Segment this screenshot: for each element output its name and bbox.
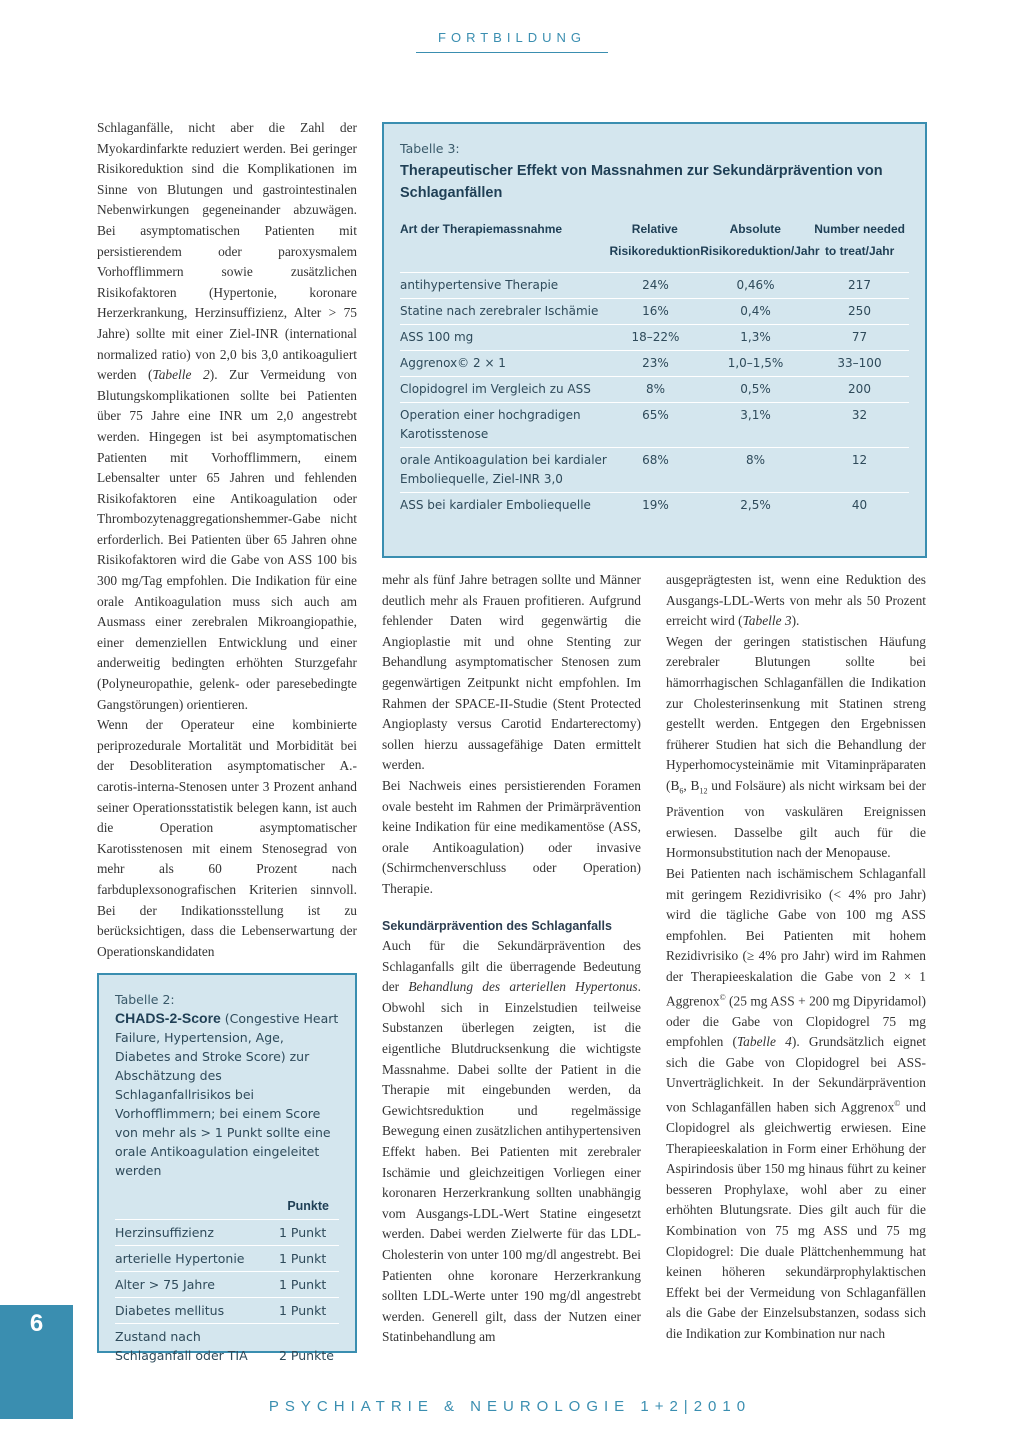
text-column-3: [666, 570, 926, 1345]
cell-measure: Aggrenox© 2 × 1: [400, 356, 506, 370]
cell-points: 1 Punkt: [279, 1225, 327, 1240]
paragraph: Schlaganfälle, nicht aber die Zahl der Myokardinfarkte reduziert werden. Bei geringer Risikoreduktion sind die Komplikationen im Sinne von Blutungen und gastrointestinalen Nebenwirkungen gegeneinander abzuwägen. Bei asymptomatischen Patienten mit persistierendem oder paroxysmalem Vorhofflimmern sowie zusätzlichen Risikofaktoren (Hypertonie, koronare Herzerkrankung, Herzinsuffizienz, Alter > 75 Jahre) sollte mit einer Ziel-INR (international normalized ratio) von 2,0 bis 3,0 antikoaguliert werden (Tabelle 2). Zur Vermeidung von Blutungskomplikationen sollte bei Patienten über 75 Jahre eine INR um 2,0 angestrebt werden. Hingegen ist bei asymptomatischen Patienten mit Vorhofflimmern, einem Lebensalter unter 65 Jahren und fehlenden Risikofaktoren eine Antikoagulation oder Thrombozytenaggregationshemmer-Gabe nicht erforderlich. Bei Patienten über 65 Jahren ohne Risikofaktoren wird die Gabe von ASS 100 bis 300 mg/Tag empfohlen. Die Indikation für eine orale Antikoagulation muss sich auch am Ausmass einer zerebralen Mikroangiopathie, einer demenziellen Entwicklung und einer anderweitig bedingten erhöhten Sturzgefahr (Polyneuropathie, gelenk- oder paresebedingte Gangstörungen) orientieren.: [97, 120, 357, 712]
table-row: [400, 299, 909, 325]
cell-absolute: 3,1%: [740, 408, 771, 422]
cell-points: 1 Punkt: [279, 1277, 327, 1292]
paragraph: Bei Nachweis eines persistierenden Foramen ovale besteht im Rahmen der Primärprävention keine Indikation für eine medikamentöse (ASS, orale Antikoagulation) oder invasive (Schirmchenverschluss oder Operation) Therapie.: [382, 777, 641, 896]
table-title: Therapeutischer Effekt von Massnahmen zur Sekundärprävention von Schlaganfällen: [400, 163, 883, 201]
cell-absolute: 0,5%: [740, 382, 771, 396]
cell-nnt: 33–100: [837, 356, 882, 370]
table-row: [400, 351, 909, 377]
cell-measure: Statine nach zerebraler Ischämie: [400, 304, 599, 318]
cell-points: 1 Punkt: [279, 1251, 327, 1266]
table-row: [115, 1246, 339, 1272]
table-row: [115, 1219, 339, 1246]
table-row: [400, 448, 909, 493]
cell-measure: orale Antikoagulation bei kardialer Emboliequelle, Ziel-INR 3,0: [400, 453, 607, 486]
table-caption: Tabelle 3:: [400, 141, 460, 156]
text-column-2: [382, 570, 641, 1348]
cell-relative: 24%: [642, 278, 669, 292]
table-title: CHADS-2-Score: [115, 1010, 221, 1026]
page-number: 6: [29, 1310, 44, 1337]
cell-criterion: Diabetes mellitus: [115, 1303, 225, 1318]
header-cell: Absolute Risikoreduktion/Jahr: [700, 222, 820, 258]
header-rule: [416, 52, 608, 53]
cell-absolute: 8%: [745, 453, 766, 467]
cell-points: 1 Punkt: [279, 1303, 327, 1318]
table-row: [400, 403, 909, 448]
cell-relative: 16%: [642, 304, 669, 318]
cell-measure: ASS 100 mg: [400, 330, 474, 344]
cell-nnt: 217: [848, 278, 871, 292]
paragraph: Wegen der geringen statistischen Häufung zerebraler Blutungen sollte bei hämorrhagischen Schlaganfällen die Indikation zur Cholesterinsenkung mit Statinen streng gestellt werden. Entgegen den Ergebnissen früherer Studien hat sich die Behandlung der Hyperhomocysteinämie mit Vitaminpräparaten ($B_6$, $B_{12}$ und Folsäure) als nicht wirksam bei der Prävention von vaskulären Ereignissen erwiesen. Dasselbe gilt auch für die Hormonsubstitution nach der Menopause.: [666, 633, 926, 861]
section-header: FORTBILDUNG: [438, 30, 586, 45]
cell-nnt: 32: [851, 408, 868, 422]
cell-criterion: Zustand nach Schlaganfall oder TIA: [115, 1329, 248, 1363]
cell-relative: 18–22%: [631, 330, 680, 344]
cell-relative: 68%: [642, 453, 669, 467]
cell-nnt: 250: [848, 304, 871, 318]
cell-relative: 23%: [642, 356, 669, 370]
table-header-row: [400, 218, 909, 262]
table-row: [400, 493, 909, 518]
table-reference: Tabelle 2: [152, 367, 210, 383]
paragraph: ausgeprägtesten ist, wenn eine Reduktion des Ausgangs-LDL-Werts von mehr als 50 Prozent erreicht wird (Tabelle 3).: [666, 572, 926, 629]
cell-absolute: 2,5%: [740, 498, 771, 512]
cell-criterion: arterielle Hypertonie: [115, 1251, 245, 1266]
cell-absolute: 0,46%: [736, 278, 775, 292]
section-heading: Sekundärprävention des Schlaganfalls: [382, 918, 612, 933]
table-reference: Tabelle 3: [742, 613, 792, 629]
table-row: [400, 377, 909, 403]
paragraph: Auch für die Sekundärprävention des Schlaganfalls gilt die überragende Bedeutung der Behandlung des arteriellen Hypertonus. Obwohl sich in Einzelstudien teilweise Substanzen überlegen zeigten, ist die eigentliche Blutdrucksenkung die wichtigste Massnahme. Dabei sollte der Patient in die Therapie mit eingebunden werden, da Gewichtsreduktion und regelmässige Bewegung einen zusätzlichen antihypertensiven Effekt haben. Bei Patienten mit zerebraler Ischämie und gleichzeitigen Vorliegen einer koronaren Herzerkrankung sollten unabhängig vom Ausgangs-LDL-Wert Statine eingesetzt werden. Dabei werden Zielwerte für das LDL-Cholesterin von unter 100 mg/dl angestrebt. Bei Patienten ohne koronare Herzerkrankung sollten LDL-Werte unter 190 mg/dl angestrebt werden. Generell gilt, dass der Nutzen einer Statinbehandlung am: [382, 938, 641, 1345]
cell-points: 2 Punkte: [279, 1348, 334, 1363]
table-row: [115, 1324, 339, 1368]
paragraph: mehr als fünf Jahre betragen sollte und Männer deutlich mehr als Frauen profitieren. Aufgrund fehlender Daten wird gegenwärtig die Angioplastie mit und ohne Stenting zur Behandlung asymptomatischer Stenosen zum gegenwärtigen Zeitpunkt nicht empfohlen. Im Rahmen der SPACE-II-Studie (Stent Protected Angioplasty versus Carotid Endarterectomy) sollen hierzu aussagefähige Daten ermittelt werden.: [382, 572, 641, 773]
cell-measure: Clopidogrel im Vergleich zu ASS: [400, 382, 591, 396]
paragraph: Bei Patienten nach ischämischem Schlaganfall mit geringem Rezidivrisiko (< 4% pro Jahr) wird die tägliche Gabe von 100 mg ASS empfohlen. Bei Patienten mit hohem Rezidivrisiko (≥ 4% pro Jahr) wird im Rahmen der Therapieeskalation die Gabe von 2 × 1 Aggrenox© (25 mg ASS + 200 mg Dipyridamol) oder die Gabe von Clopidogrel 75 mg empfohlen (Tabelle 4). Grundsätzlich eignet sich die Gabe von Clopidogrel bei ASS-Unverträglichkeit. In der Sekundärprävention von Schlaganfällen haben sich Aggrenox© und Clopidogrel als gleichwertig erwiesen. Eine Therapieeskalation in Form einer Erhöhung der Aspirindosis über 150 mg hinaus führt zu keiner besseren Prophylaxe, wohl aber zu einer erhöhten Blutungsrate. Dies gilt auch für die Kombination von 75 mg ASS und 75 mg Clopidogrel: Die duale Plättchenhemmung hat keinen höheren sekundärprophylaktischen Effekt bei der Vermeidung von Schlaganfällen als die Gabe der Einzelsubstanzen, sodass sich die Indikation zur Kombination nur nach: [666, 865, 926, 1341]
cell-relative: 19%: [642, 498, 669, 512]
cell-relative: 65%: [642, 408, 669, 422]
paragraph: Wenn der Operateur eine kombinierte periprozedurale Mortalität und Morbidität bei der Desobliteration asymptomatischer A.-carotis-interna-Stenosen unter 3 Prozent anhand seiner Operationsstatistik belegen kann, ist auch die Operation asymptomatischer Karotisstenosen mit einem Stenosegrad von mehr als 60 Prozent nach farbduplexsonografischen Kriterien sinnvoll. Bei der Indikationsstellung ist zu berücksichtigen, dass die Lebenserwartung der Operationskandidaten: [97, 717, 357, 959]
cell-relative: 8%: [645, 382, 666, 396]
cell-nnt: 40: [851, 498, 868, 512]
cell-criterion: Alter > 75 Jahre: [115, 1277, 215, 1292]
points-header: Punkte: [287, 1199, 329, 1213]
cell-measure: ASS bei kardialer Emboliequelle: [400, 498, 591, 512]
table-caption: Tabelle 2:: [115, 992, 175, 1007]
table-row: [400, 325, 909, 351]
header-cell: Art der Therapiemassnahme: [400, 222, 563, 236]
header-cell: Relative Risikoreduktion: [609, 222, 701, 258]
cell-absolute: 1,0–1,5%: [727, 356, 784, 370]
table-description: CHADS-2-Score (Congestive Heart Failure, Hypertension, Age, Diabetes and Stroke Score) zur Abschätzung des Schlaganfallrisikos bei Vorhofflimmern; bei einem Score von mehr als > 1 Punkt sollte eine orale Antikoagulation eingeleitet werden: [115, 1010, 339, 1178]
cell-absolute: 1,3%: [740, 330, 771, 344]
cell-nnt: 12: [851, 453, 868, 467]
text-column-1: [97, 118, 357, 962]
table-reference: Tabelle 4: [736, 1034, 792, 1050]
table-3: [382, 122, 927, 558]
table-row: [400, 272, 909, 299]
header-cell: Number needed to treat/Jahr: [814, 222, 905, 258]
cell-measure: Operation einer hochgradigen Karotisstenose: [400, 408, 581, 441]
cell-criterion: Herzinsuffizienz: [115, 1225, 214, 1240]
table-row: [115, 1272, 339, 1298]
cell-nnt: 200: [848, 382, 871, 396]
table-2: [97, 973, 357, 1363]
cell-nnt: 77: [851, 330, 868, 344]
emphasis: Behandlung des arteriellen Hypertonus: [408, 979, 638, 995]
cell-absolute: 0,4%: [740, 304, 771, 318]
table-row: [115, 1298, 339, 1324]
journal-footer: PSYCHIATRIE & NEUROLOGIE 1+2|2010: [268, 1398, 752, 1415]
cell-measure: antihypertensive Therapie: [400, 278, 559, 292]
